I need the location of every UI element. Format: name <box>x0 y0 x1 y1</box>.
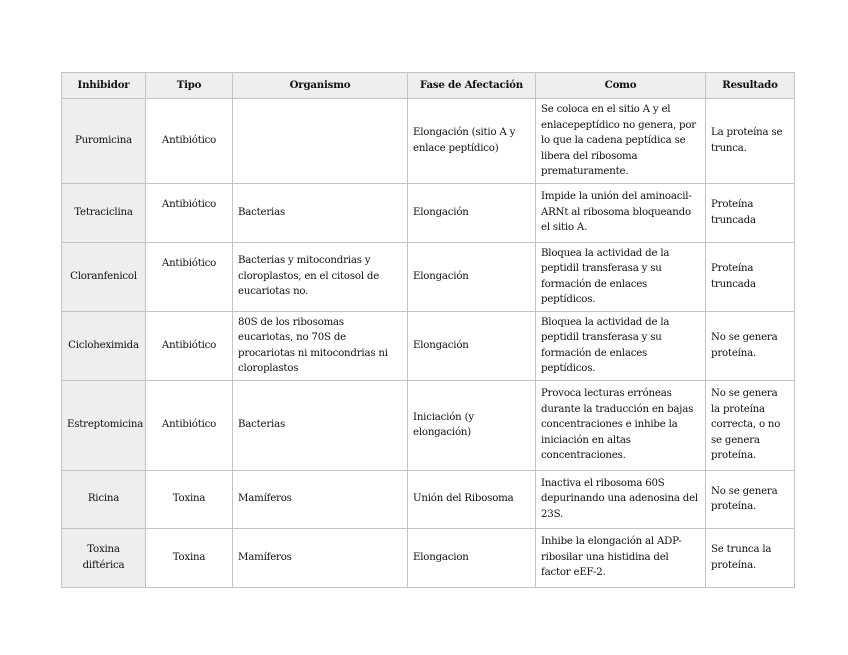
cell-fase: Unión del Ribosoma <box>408 470 536 528</box>
cell-tipo: Antibiótico <box>146 183 233 242</box>
cell-tipo: Toxina <box>146 528 233 587</box>
header-fase: Fase de Afectación <box>408 73 536 99</box>
cell-inhibidor: Toxina diftérica <box>62 528 146 587</box>
cell-inhibidor: Cicloheximida <box>62 311 146 380</box>
table-row <box>62 380 795 470</box>
cell-tipo: Antibiótico <box>146 242 233 311</box>
header-row <box>62 73 795 99</box>
cell-inhibidor: Estreptomicina <box>62 380 146 470</box>
cell-tipo: Antibiótico <box>146 311 233 380</box>
header-inhibidor: Inhibidor <box>62 73 146 99</box>
cell-como: Inactiva el ribosoma 60S depurinando una adenosina del 23S. <box>536 470 706 528</box>
header-organismo: Organismo <box>233 73 408 99</box>
cell-organismo: 80S de los ribosomas eucariotas, no 70S de procariotas ni mitocondrias ni cloroplastos <box>233 311 408 380</box>
cell-como: Bloquea la actividad de la peptidil transferasa y su formación de enlaces peptídicos. <box>536 242 706 311</box>
cell-resultado: No se genera la proteína correcta, o no se genera proteína. <box>706 380 795 470</box>
table-row <box>62 183 795 242</box>
table-row <box>62 242 795 311</box>
cell-resultado: Se trunca la proteína. <box>706 528 795 587</box>
cell-organismo: Bacterias y mitocondrias y cloroplastos, en el citosol de eucariotas no. <box>233 242 408 311</box>
cell-fase: Iniciación (y elongación) <box>408 380 536 470</box>
inhibitors-table <box>61 72 795 588</box>
cell-resultado: Proteína truncada <box>706 183 795 242</box>
cell-como: Inhibe la elongación al ADP-ribosilar una histidina del factor eEF-2. <box>536 528 706 587</box>
cell-resultado: No se genera proteína. <box>706 470 795 528</box>
header-tipo: Tipo <box>146 73 233 99</box>
cell-inhibidor: Tetraciclina <box>62 183 146 242</box>
cell-organismo: Mamíferos <box>233 528 408 587</box>
cell-inhibidor: Ricina <box>62 470 146 528</box>
cell-organismo: Mamíferos <box>233 470 408 528</box>
cell-inhibidor: Cloranfenicol <box>62 242 146 311</box>
cell-resultado: Proteína truncada <box>706 242 795 311</box>
table-row <box>62 470 795 528</box>
header-como: Como <box>536 73 706 99</box>
cell-tipo: Antibiótico <box>146 99 233 184</box>
cell-como: Bloquea la actividad de la peptidil transferasa y su formación de enlaces peptídicos. <box>536 311 706 380</box>
table-row <box>62 99 795 184</box>
cell-como: Provoca lecturas erróneas durante la traducción en bajas concentraciones e inhibe la iniciación en altas concentraciones. <box>536 380 706 470</box>
table-row <box>62 528 795 587</box>
cell-resultado: No se genera proteína. <box>706 311 795 380</box>
cell-fase: Elongación <box>408 311 536 380</box>
cell-fase: Elongación (sitio A y enlace peptídico) <box>408 99 536 184</box>
cell-organismo <box>233 99 408 184</box>
cell-fase: Elongacion <box>408 528 536 587</box>
cell-fase: Elongación <box>408 242 536 311</box>
header-resultado: Resultado <box>706 73 795 99</box>
cell-tipo: Toxina <box>146 470 233 528</box>
cell-tipo: Antibiótico <box>146 380 233 470</box>
cell-como: Se coloca en el sitio A y el enlacepeptídico no genera, por lo que la cadena peptídica se libera del ribosoma prematuramente. <box>536 99 706 184</box>
cell-resultado: La proteína se trunca. <box>706 99 795 184</box>
cell-organismo: Bacterias <box>233 380 408 470</box>
cell-inhibidor: Puromicina <box>62 99 146 184</box>
cell-organismo: Bacterias <box>233 183 408 242</box>
cell-fase: Elongación <box>408 183 536 242</box>
table-row <box>62 311 795 380</box>
cell-como: Impide la unión del aminoacil-ARNt al ribosoma bloqueando el sitio A. <box>536 183 706 242</box>
